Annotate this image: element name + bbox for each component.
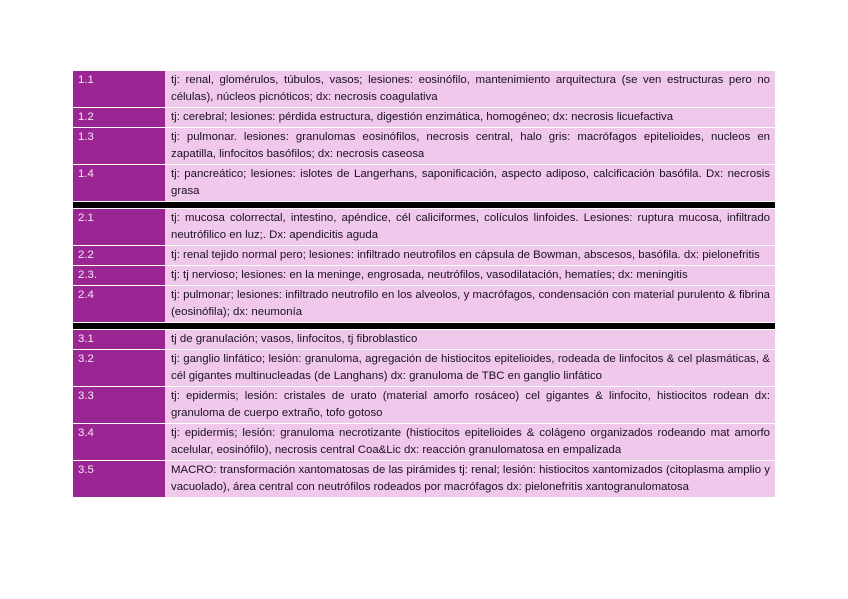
table-row (73, 330, 775, 350)
table-row (73, 424, 775, 461)
table-row (73, 209, 775, 246)
table-row (73, 266, 775, 286)
group-separator (73, 323, 775, 330)
row-description: tj: renal, glomérulos, túbulos, vasos; lesiones: eosinófilo, mantenimiento arquitectura (se ven estructuras pero no células), núcleos picnóticos; dx: necrosis coagulativa (165, 71, 775, 108)
row-number: 3.4 (73, 424, 165, 461)
row-number: 3.3 (73, 387, 165, 424)
row-description: tj: tj nervioso; lesiones: en la meninge, engrosada, neutrófilos, vasodilatación, hematíes; dx: meningitis (165, 266, 775, 286)
row-description: tj: pulmonar; lesiones: infiltrado neutrofilo en los alveolos, y macrófagos, condensación con material purulento & fibrina (eosinófila); dx: neumonía (165, 286, 775, 323)
row-number: 2.3. (73, 266, 165, 286)
row-number: 1.1 (73, 71, 165, 108)
row-number: 1.2 (73, 108, 165, 128)
row-description: tj: mucosa colorrectal, intestino, apéndice, cél caliciformes, colículos linfoides. Lesiones: ruptura mucosa, infiltrado neutrófilico en luz;. Dx: apendicitis aguda (165, 209, 775, 246)
row-number: 1.3 (73, 128, 165, 165)
table-row (73, 128, 775, 165)
table-row (73, 286, 775, 323)
row-number: 3.1 (73, 330, 165, 350)
row-description: tj: epidermis; lesión: granuloma necrotizante (histiocitos epitelioides & colágeno organizados rodeando mat amorfo acelular, eosinófilo), necrosis central Coa&Lic dx: reacción granulomatosa en empalizada (165, 424, 775, 461)
table-row (73, 71, 775, 108)
row-description: tj: ganglio linfático; lesión: granuloma, agregación de histiocitos epitelioides, rodeada de linfocitos & cel plasmáticas, & cél gigantes multinucleadas (de Langhans) dx: granuloma de TBC en ganglio linfático (165, 350, 775, 387)
table-row (73, 387, 775, 424)
table-row (73, 246, 775, 266)
table-row (73, 461, 775, 498)
table-row (73, 165, 775, 202)
table-row (73, 350, 775, 387)
row-number: 2.2 (73, 246, 165, 266)
pathology-table-container (73, 71, 775, 498)
separator-bar (73, 202, 775, 209)
row-number: 3.5 (73, 461, 165, 498)
row-number: 2.4 (73, 286, 165, 323)
table-body (73, 71, 775, 498)
row-description: tj: epidermis; lesión: cristales de urato (material amorfo rosáceo) cel gigantes & linfocito, histiocitos rodean dx: granuloma de cuerpo extraño, tofo gotoso (165, 387, 775, 424)
row-description: MACRO: transformación xantomatosas de las pirámides tj: renal; lesión: histiocitos xantomizados (citoplasma amplio y vacuolado), área central con neutrófilos rodeados por macrófagos dx: pielonefritis xantogranulomatosa (165, 461, 775, 498)
row-description: tj: renal tejido normal pero; lesiones: infiltrado neutrofilos en cápsula de Bowman, abscesos, basófila. dx: pielonefritis (165, 246, 775, 266)
row-description: tj: pancreático; lesiones: islotes de Langerhans, saponificación, aspecto adiposo, calcificación basófila. Dx: necrosis grasa (165, 165, 775, 202)
table-row (73, 108, 775, 128)
row-number: 1.4 (73, 165, 165, 202)
row-number: 2.1 (73, 209, 165, 246)
row-number: 3.2 (73, 350, 165, 387)
group-separator (73, 202, 775, 209)
row-description: tj: cerebral; lesiones: pérdida estructura, digestión enzimática, homogéneo; dx: necrosis licuefactiva (165, 108, 775, 128)
separator-bar (73, 323, 775, 330)
row-description: tj: pulmonar. lesiones: granulomas eosinófilos, necrosis central, halo gris: macrófagos epitelioides, nucleos en zapatilla, linfocitos basófilos; dx: necrosis caseosa (165, 128, 775, 165)
pathology-table (73, 71, 775, 498)
row-description: tj de granulación; vasos, linfocitos, tj fibroblastico (165, 330, 775, 350)
